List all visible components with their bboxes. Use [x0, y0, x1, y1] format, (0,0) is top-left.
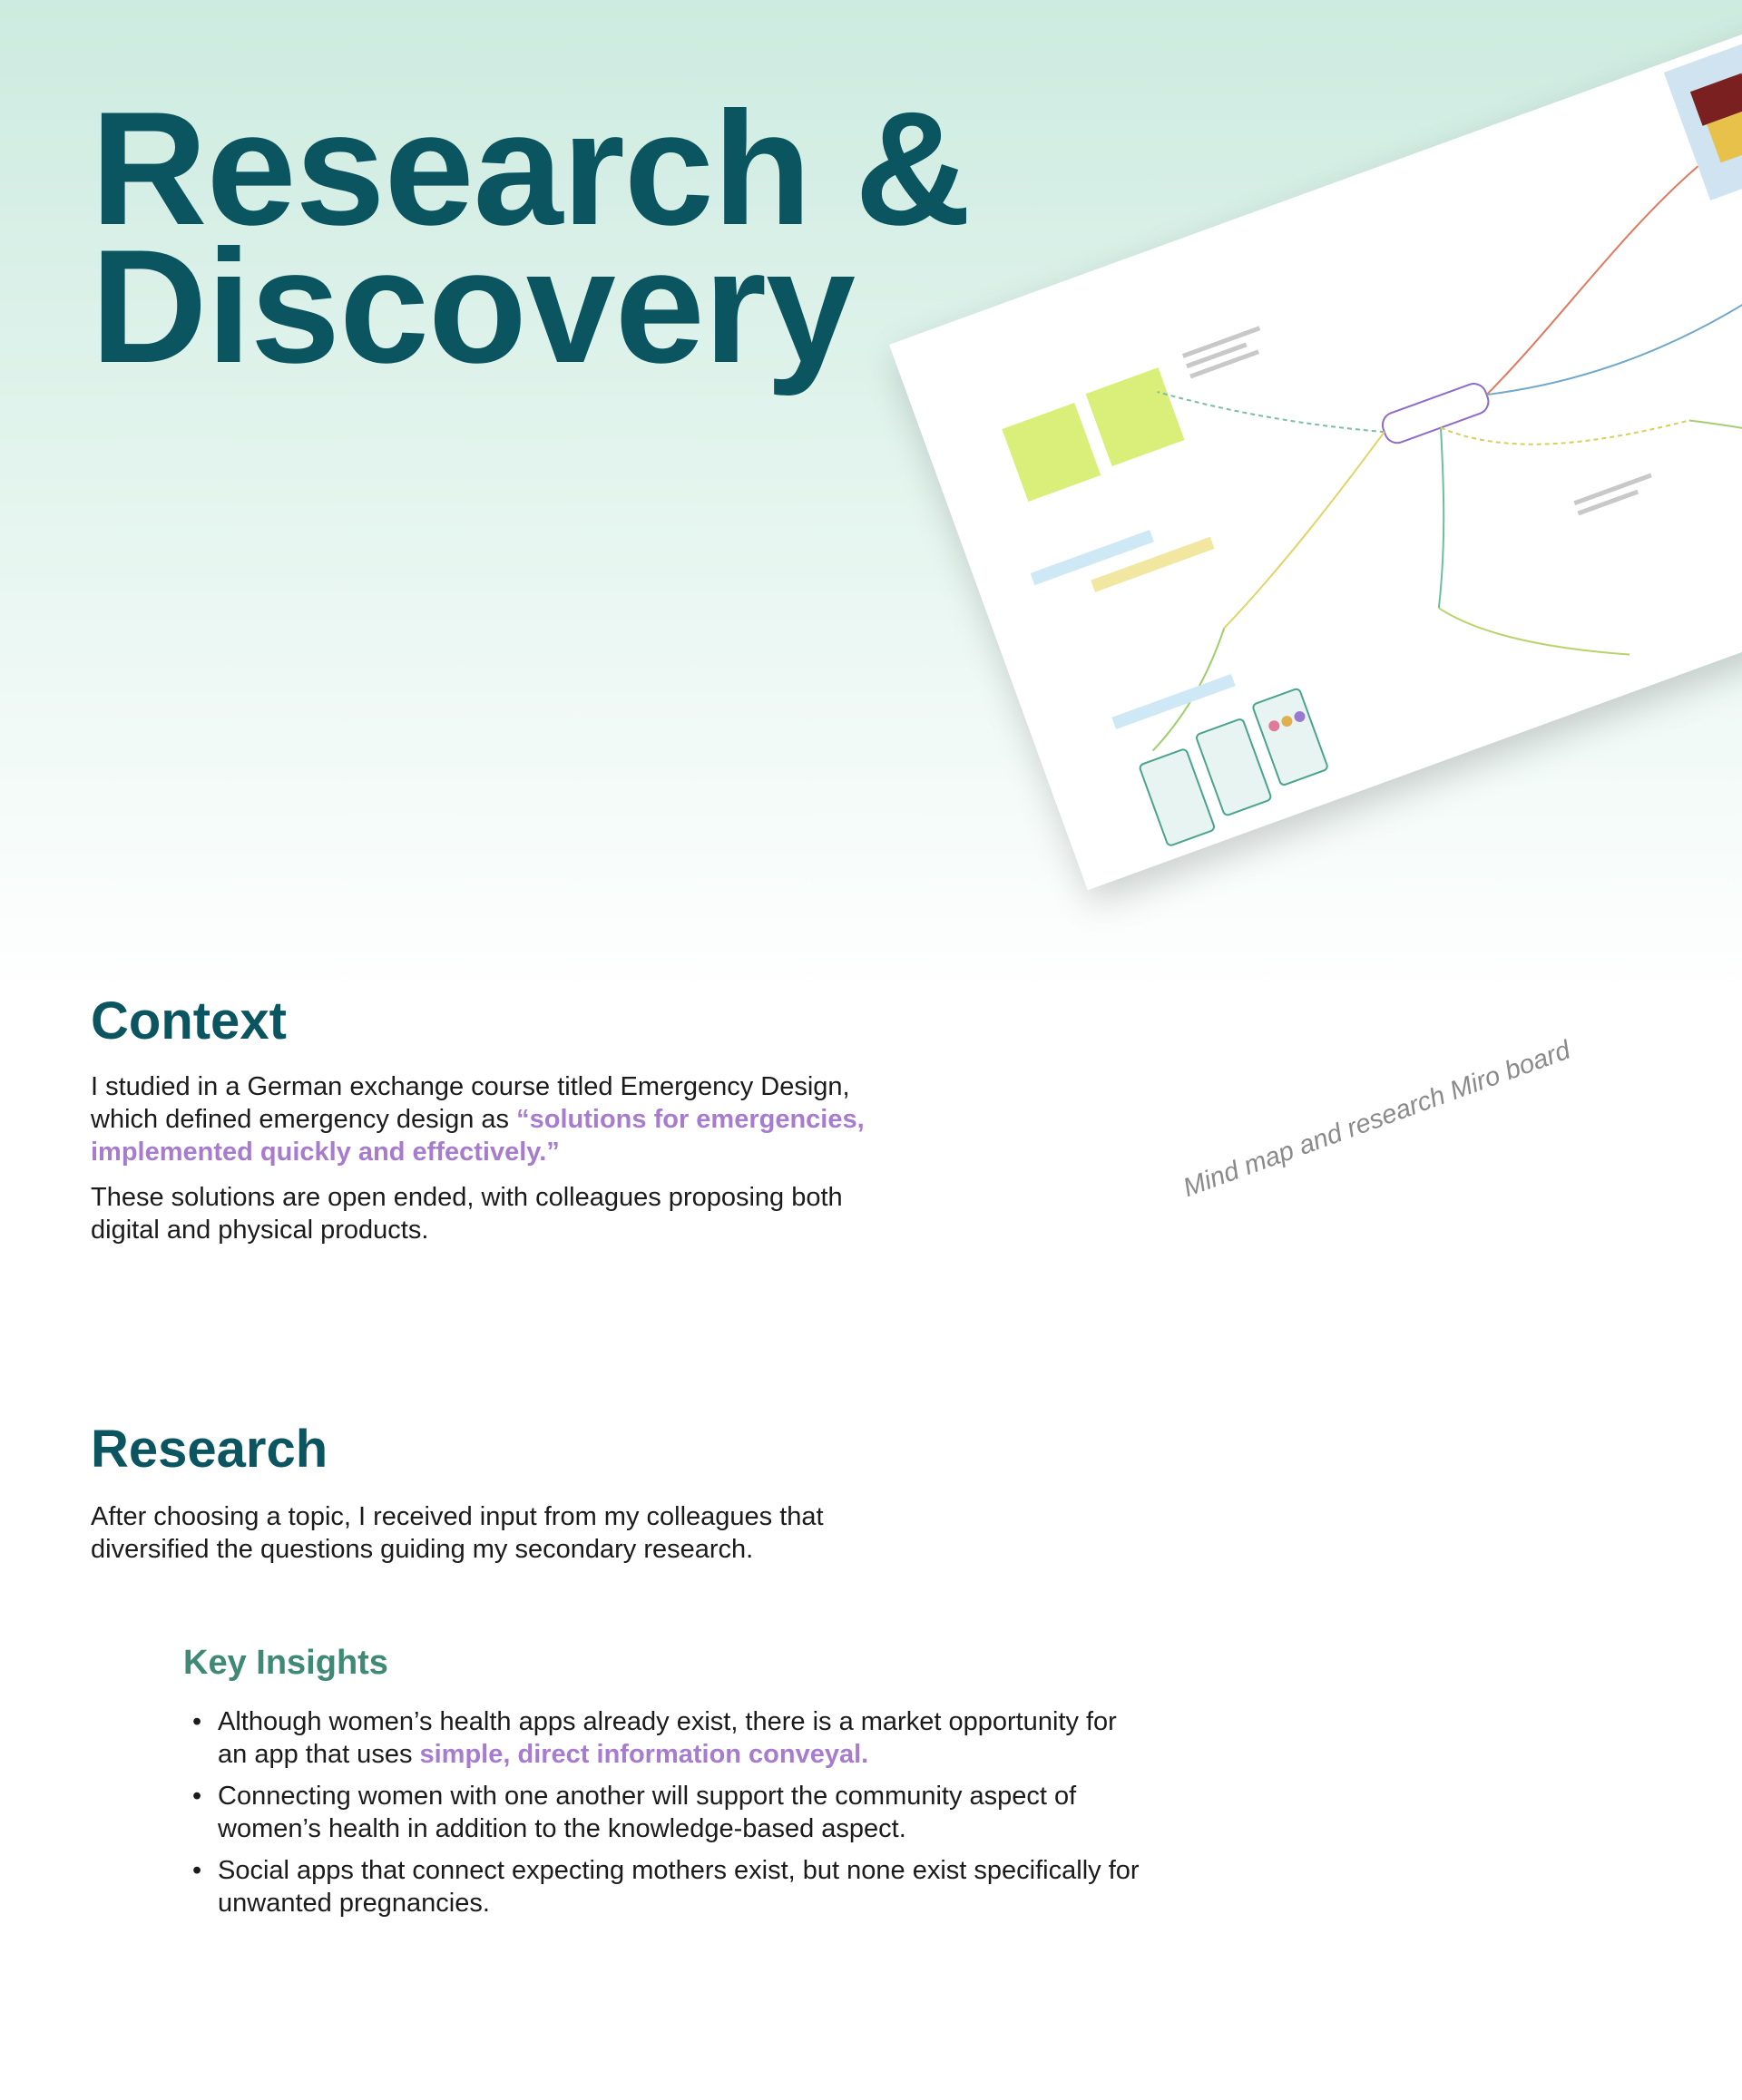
context-paragraph	[91, 1070, 907, 1168]
context-paragraph-2: These solutions are open ended, with colleagues proposing both digital and physical products.	[91, 1183, 843, 1245]
page-title: Research & Discovery	[91, 78, 971, 396]
context-heading: Context	[91, 991, 287, 1050]
insight-item	[192, 1705, 1145, 1771]
insight-text: Although women’s health apps already exist, there is a market opportunity for an app that uses	[218, 1707, 1117, 1769]
sticky-note	[1002, 403, 1101, 502]
key-insights-heading: Key Insights	[183, 1644, 388, 1682]
insight-text: Connecting women with one another will support the community aspect of women’s health in addition to the knowledge-based aspect.	[218, 1782, 1077, 1843]
insight-text: Social apps that connect expecting mothers exist, but none exist specifically for unwanted pregnancies.	[218, 1856, 1140, 1918]
central-node	[1379, 380, 1492, 446]
insight-accent: simple, direct information conveyal.	[419, 1740, 869, 1769]
figure-caption: Mind map and research Miro board	[1179, 1035, 1575, 1204]
sticky-note	[1086, 367, 1185, 466]
definition-quote: “solutions for emergencies, implemented quickly and effectively.”	[91, 1105, 865, 1167]
insight-item	[192, 1780, 1145, 1845]
research-paragraph: After choosing a topic, I received input from my colleagues that diversified the questions guiding my secondary research.	[91, 1502, 824, 1564]
key-insights-list	[192, 1705, 1145, 1929]
context-text: I studied in a German exchange course titled Emergency Design, which defined emergency design as	[91, 1072, 850, 1134]
research-heading: Research	[91, 1420, 328, 1479]
insight-item	[192, 1854, 1145, 1919]
